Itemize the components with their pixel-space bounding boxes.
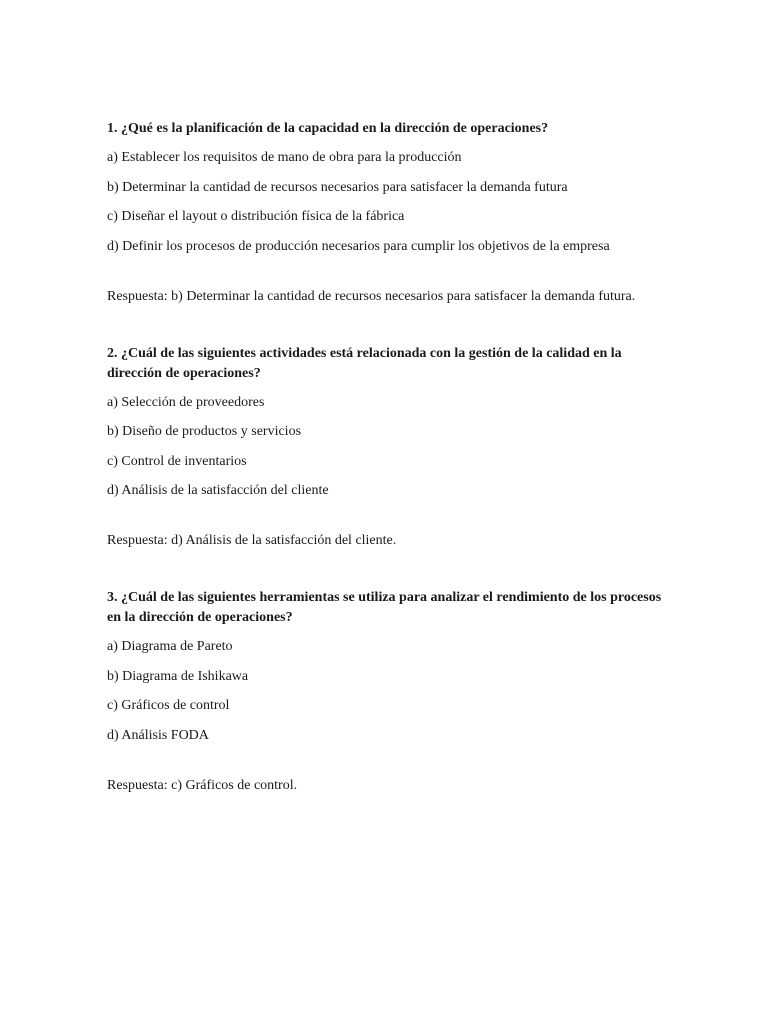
question-2 bbox=[107, 344, 667, 552]
question-1-option-a: a) Establecer los requisitos de mano de obra para la producción bbox=[107, 150, 462, 165]
question-3-option-d: d) Análisis FODA bbox=[107, 727, 209, 743]
question-3-option-a: a) Diagrama de Pareto bbox=[107, 639, 233, 654]
question-2-option-d: d) Análisis de la satisfacción del cliente bbox=[107, 483, 329, 498]
question-2-answer: Respuesta: d) Análisis de la satisfacción del cliente. bbox=[107, 533, 397, 548]
question-1-option-d: d) Definir los procesos de producción necesarios para cumplir los objetivos de la empresa bbox=[107, 238, 610, 254]
document-page bbox=[107, 119, 667, 796]
question-2-option-c: c) Control de inventarios bbox=[107, 453, 247, 469]
question-2-option-a: a) Selección de proveedores bbox=[107, 394, 265, 410]
question-2-option-b: b) Diseño de productos y servicios bbox=[107, 424, 302, 439]
question-3-option-c: c) Gráficos de control bbox=[107, 698, 230, 713]
question-3-title: 3. ¿Cuál de las siguientes herramientas se utiliza para analizar el rendimiento de los procesos en la dirección de operaciones? bbox=[107, 590, 662, 625]
question-3 bbox=[107, 588, 667, 796]
question-1 bbox=[107, 119, 667, 307]
question-3-answer: Respuesta: c) Gráficos de control. bbox=[107, 777, 298, 793]
question-1-option-c: c) Diseñar el layout o distribución física de la fábrica bbox=[107, 209, 405, 224]
question-3-option-b: b) Diagrama de Ishikawa bbox=[107, 668, 249, 684]
question-1-option-b: b) Determinar la cantidad de recursos necesarios para satisfacer la demanda futura bbox=[107, 179, 568, 195]
question-1-title: 1. ¿Qué es la planificación de la capacidad en la dirección de operaciones? bbox=[107, 121, 549, 136]
question-1-answer: Respuesta: b) Determinar la cantidad de recursos necesarios para satisfacer la demanda futura. bbox=[107, 288, 636, 304]
question-2-title: 2. ¿Cuál de las siguientes actividades está relacionada con la gestión de la calidad en la dirección de operaciones? bbox=[107, 345, 622, 381]
